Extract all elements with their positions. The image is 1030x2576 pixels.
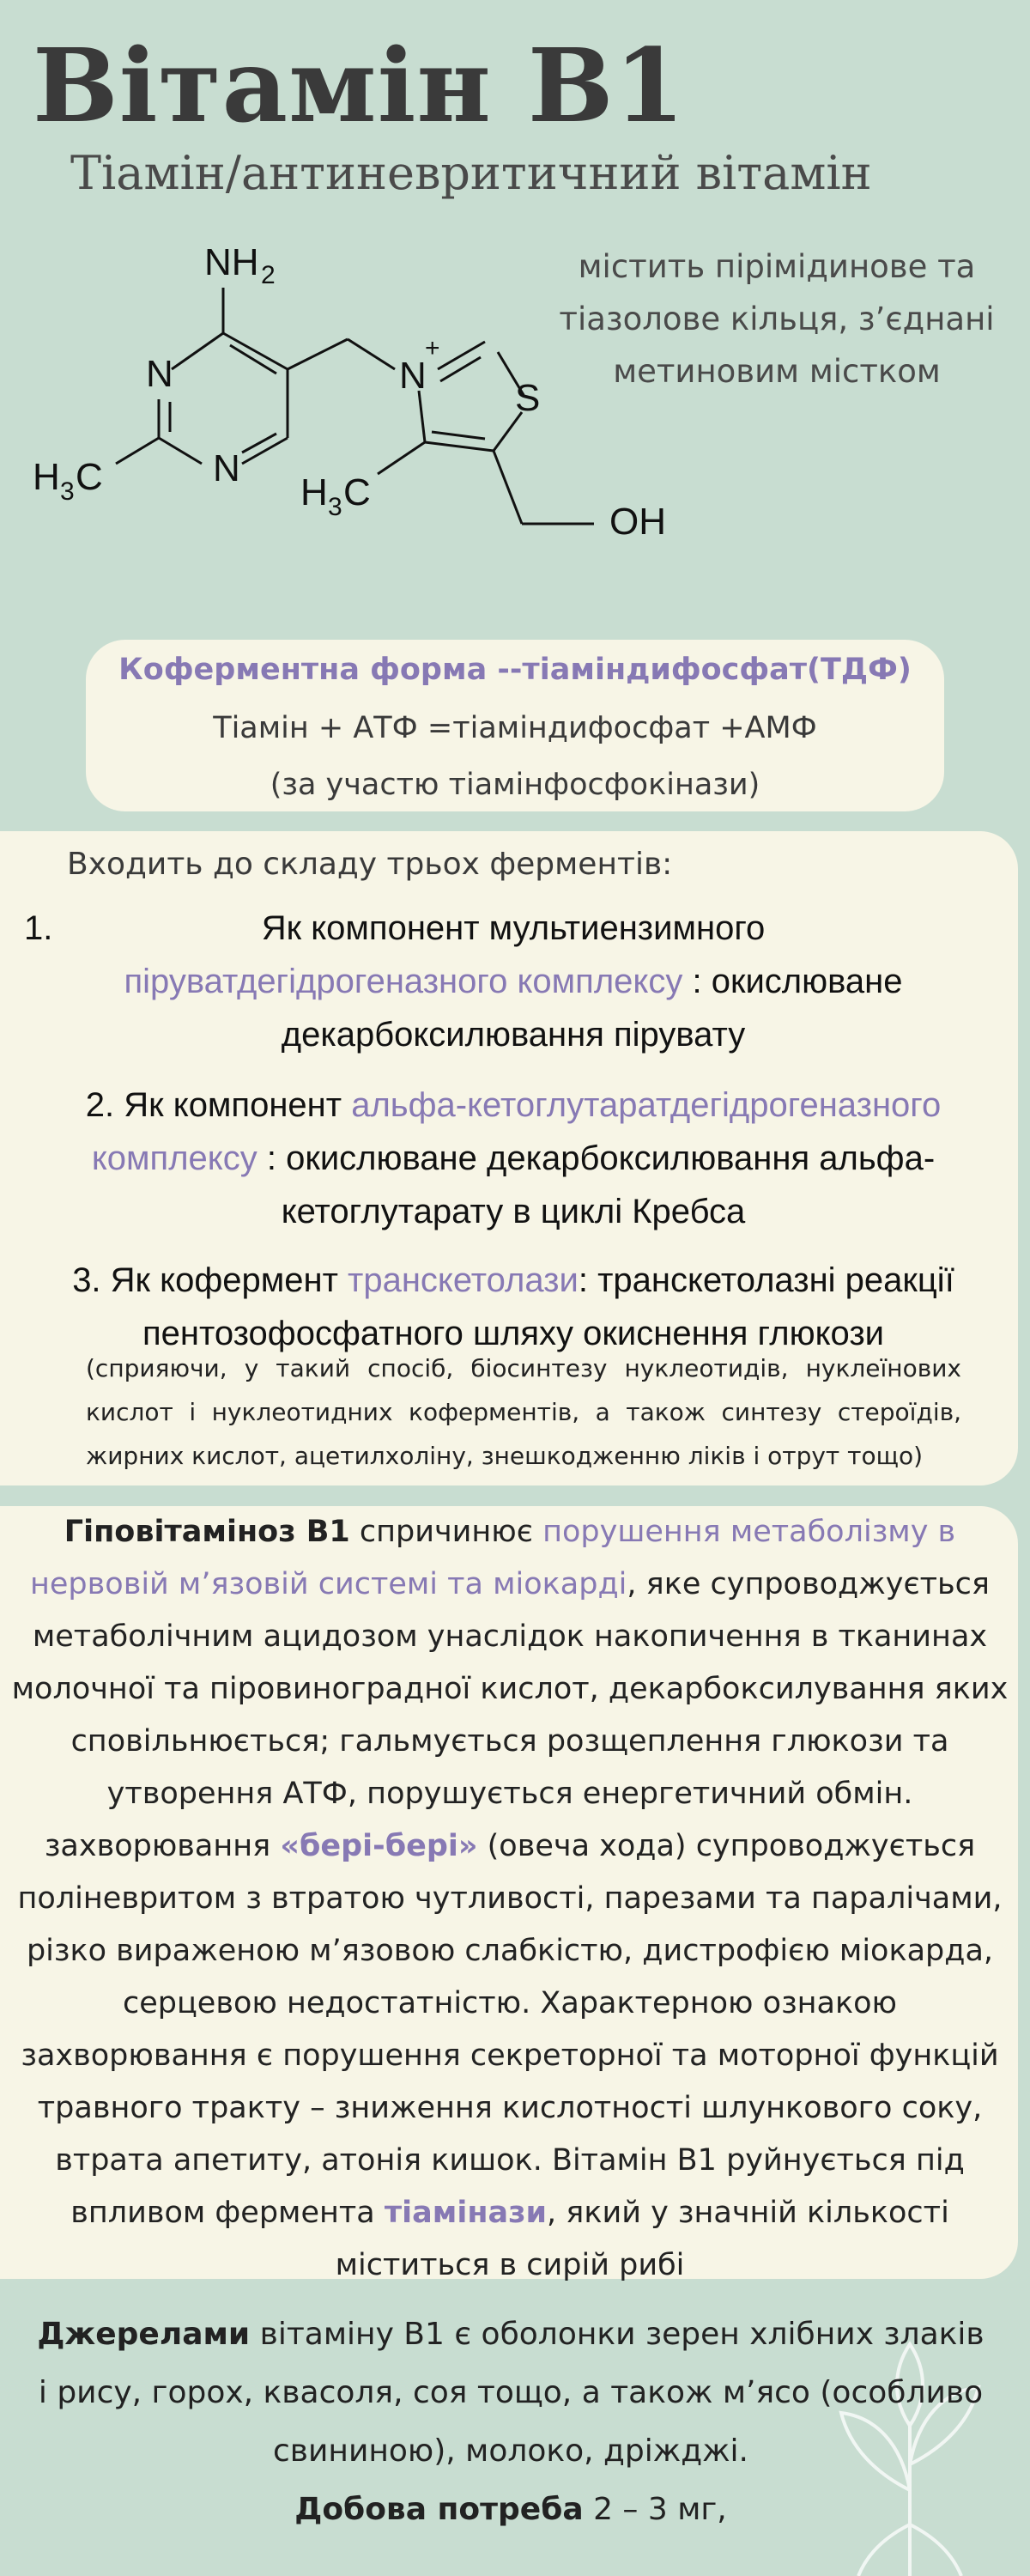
enzymes-intro: Входить до складу трьох ферментів: (67, 847, 673, 882)
n2-label: N (213, 447, 240, 489)
ch3-label-b: H (300, 471, 328, 513)
hypovitaminosis-term: Гіповітаміноз В1 (64, 1515, 350, 1549)
enzyme-item-2: 2. Як компонент альфа-кетоглутаратдегідрогеназного комплексу : окислюване декарбоксилювання альфа-кетоглутарату в циклі Кребса (85, 1086, 942, 1230)
daily-need-value: 2 – 3 мг, (583, 2492, 727, 2527)
item-number: 1. (24, 909, 53, 947)
svg-text:3: 3 (328, 493, 342, 521)
enzyme-item-3: 3. Як кофермент транскетолази: транскетолазні реакції пентозофосфатного шляху окиснення глюкози (72, 1261, 954, 1352)
n1-label: N (146, 353, 173, 395)
sources-text: вітаміну В1 є оболонки зерен хлібних злаків і рису, горох, квасоля, соя тощо, а також м’ясо (особливо свининою), молоко, дріжджі. (38, 2317, 985, 2469)
svg-text:3: 3 (60, 477, 75, 506)
coenzyme-heading: Коферментна форма --тіаміндифосфат(ТДФ) (118, 653, 912, 687)
svg-text:+: + (425, 334, 440, 362)
coenzyme-note: (за участю тіамінфосфокінази) (270, 768, 760, 802)
enzyme-name-highlight: піруватдегідрогеназного комплексу (124, 963, 683, 1000)
hypovitaminosis-card (0, 1506, 1018, 2282)
structure-description: містить пірімідинове та тіазолове кільця, з’єднані метиновим містком (559, 248, 995, 390)
enzymes-card (0, 831, 1018, 1485)
page-title: Вітамін В1 (33, 26, 686, 145)
page-subtitle: Тіамін/антиневритичний вітамін (70, 146, 872, 200)
nh2-label: NH (204, 241, 259, 283)
svg-text:C: C (76, 456, 103, 498)
coenzyme-reaction: Тіамін + АТФ =тіаміндифосфат +АМФ (213, 711, 817, 745)
hypovitaminosis-text: Гіповітаміноз В1 спричинює порушення метаболізму в нервовій м’язовій системі та міокарді, яке супроводжується метаболічним ацидозом унаслідок накопичення в тканинах молочної та піровиноградної кислот, декарбоксилування яких сповільнюється; гальмується розщеплення глюкози та утворення АТФ, порушується енергетичний обмін. захворювання «бері-бері» (овеча хода) супроводжується поліневритом з втратою чутливості, парезами та паралічами, різко вираженою м’язовою слабкістю, дистрофією міокарда, серцевою недостатністю. Характерною ознакою захворювання є порушення секреторної та моторної функцій травного тракту – зниження кислотності шлункового соку, втрата апетиту, атонія кишок. Вітамін В1 руйнується під впливом фермента тіамінази, який у значній кількості міститься в сирій рибі (11, 1515, 1009, 2282)
n-plus-label: N (399, 355, 427, 397)
sulfur-label: S (515, 377, 541, 419)
coenzyme-card (86, 640, 944, 811)
svg-text:2: 2 (261, 261, 276, 289)
sources-section (34, 2306, 987, 2539)
enzyme-item-1: 1. Як компонент мультиензимного піруватдегідрогеназного комплексу : окислюване декарбоксилювання пірувату (9, 902, 1018, 1061)
thiaminase-term: тіамінази (384, 2196, 548, 2230)
enzyme-name-highlight: альфа-кетоглутаратдегідрогеназного комплексу (91, 1086, 942, 1177)
beriberi-term: «бері-бері» (280, 1829, 478, 1863)
ch3-label-a: H (33, 456, 60, 498)
thiamine-structure-icon (17, 232, 666, 627)
enzyme-name-highlight: транскетолази (348, 1261, 579, 1299)
sources-heading: Джерелами (37, 2317, 251, 2352)
daily-need-label: Добова потреба (294, 2492, 584, 2527)
oh-label: OH (609, 501, 666, 543)
enzyme-item-3-note: (сприяючи, у такий спосіб, біосинтезу нуклеотидів, нуклеїнових кислот і нуклеотидних коферментів, а також синтезу стероїдів, жирних кислот, ацетилхоліну, знешкодженню ліків і отрут тощо) (86, 1354, 961, 1470)
svg-text:C: C (343, 471, 371, 513)
